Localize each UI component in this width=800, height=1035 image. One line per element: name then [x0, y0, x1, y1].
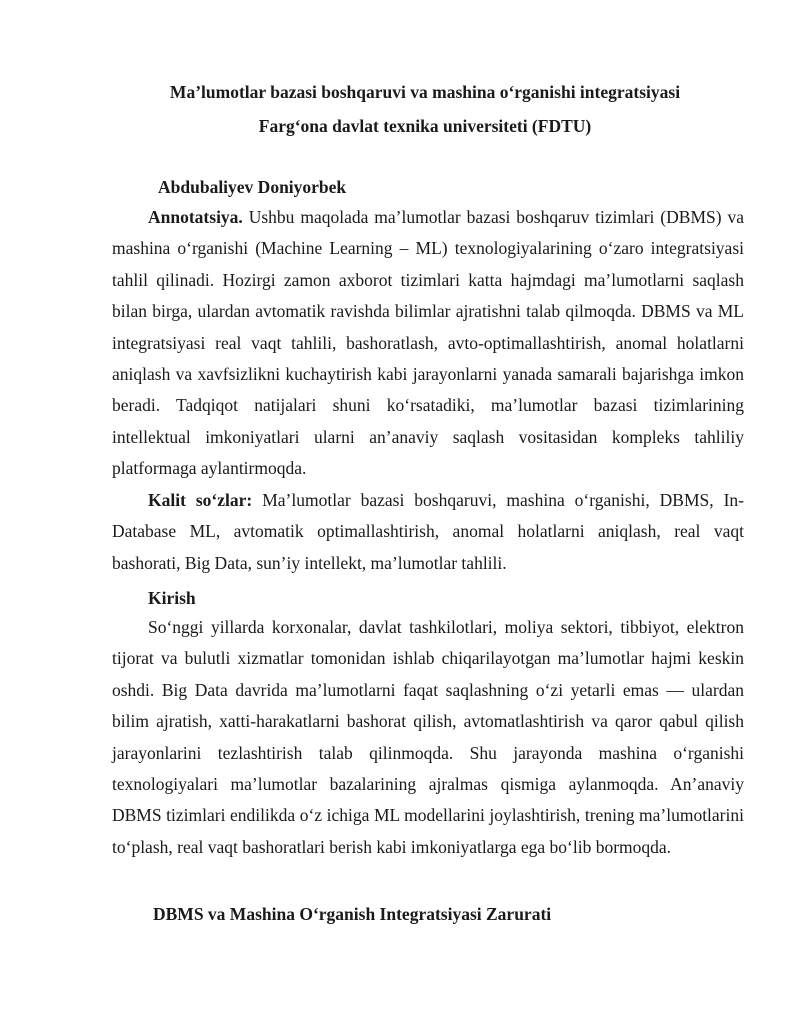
- intro-paragraph: So‘nggi yillarda korxonalar, davlat tashkilotlari, moliya sektori, tibbiyot, elektron tijorat va bulutli xizmatlar tomonidan ishlab chiqarilayotgan ma’lumotlar hajmi keskin oshdi. Big Data davrida ma’lumotlarni faqat saqlashning o‘zi yetarli emas — ulardan bilim ajratish, xatti-harakatlarni bashorat qilish, avtomatlashtirish va qaror qabul qilish jarayonlarini tezlashtirish talab qilinmoqda. Shu jarayonda mashina o‘rganishi texnologiyalari ma’lumotlar bazalarining ajralmas qismiga aylanmoqda. An’anaviy DBMS tizimlari endilikda o‘z ichiga ML modellarini joylashtirish, trening ma’lumotlarini to‘plash, real vaqt bashoratlari berish kabi imkoniyatlarga ega bo‘lib bormoqda.: [112, 617, 744, 857]
- keywords-label: Kalit so‘zlar:: [148, 490, 253, 510]
- document-affiliation: Farg‘ona davlat texnika universiteti (FDTU): [258, 116, 592, 136]
- section-heading: DBMS va Mashina O‘rganish Integratsiyasi Zarurati: [153, 904, 552, 924]
- document-title: Ma’lumotlar bazasi boshqaruvi va mashina o‘rganishi integratsiyasi: [169, 82, 681, 102]
- keywords-text: Ma’lumotlar bazasi boshqaruvi, mashina o‘rganishi, DBMS, In-Database ML, avtomatik optimallashtirish, anomal holatlarni aniqlash, real vaqt bashorati, Big Data, sun’iy intellekt, ma’lumotlar tahlili.: [112, 490, 744, 573]
- abstract-text: Ushbu maqolada ma’lumotlar bazasi boshqaruv tizimlari (DBMS) va mashina o‘rganishi (Machine Learning – ML) texnologiyalarining o‘zaro integratsiyasi tahlil qilinadi. Hozirgi zamon axborot tizimlari katta hajmdagi ma’lumotlarni saqlash bilan birga, ulardan avtomatik ravishda bilimlar ajratishni talab qilmoqda. DBMS va ML integratsiyasi real vaqt tahlili, bashoratlash, avto-optimallashtirish, anomal holatlarni aniqlash va xavfsizlikni kuchaytirish kabi jarayonlarni yanada samarali bajarishga imkon beradi. Tadqiqot natijalari shuni ko‘rsatadiki, ma’lumotlar bazasi tizimlarining intellektual imkoniyatlari ularni an’anaviy saqlash vositasidan kompleks tahliliy platformaga aylantirmoqda.: [112, 207, 744, 479]
- author-name: Abdubaliyev Doniyorbek: [158, 177, 347, 197]
- abstract-label: Annotatsiya.: [148, 207, 243, 227]
- keywords-paragraph: [112, 485, 744, 579]
- intro-heading: Kirish: [148, 588, 196, 608]
- abstract-paragraph: [112, 202, 744, 485]
